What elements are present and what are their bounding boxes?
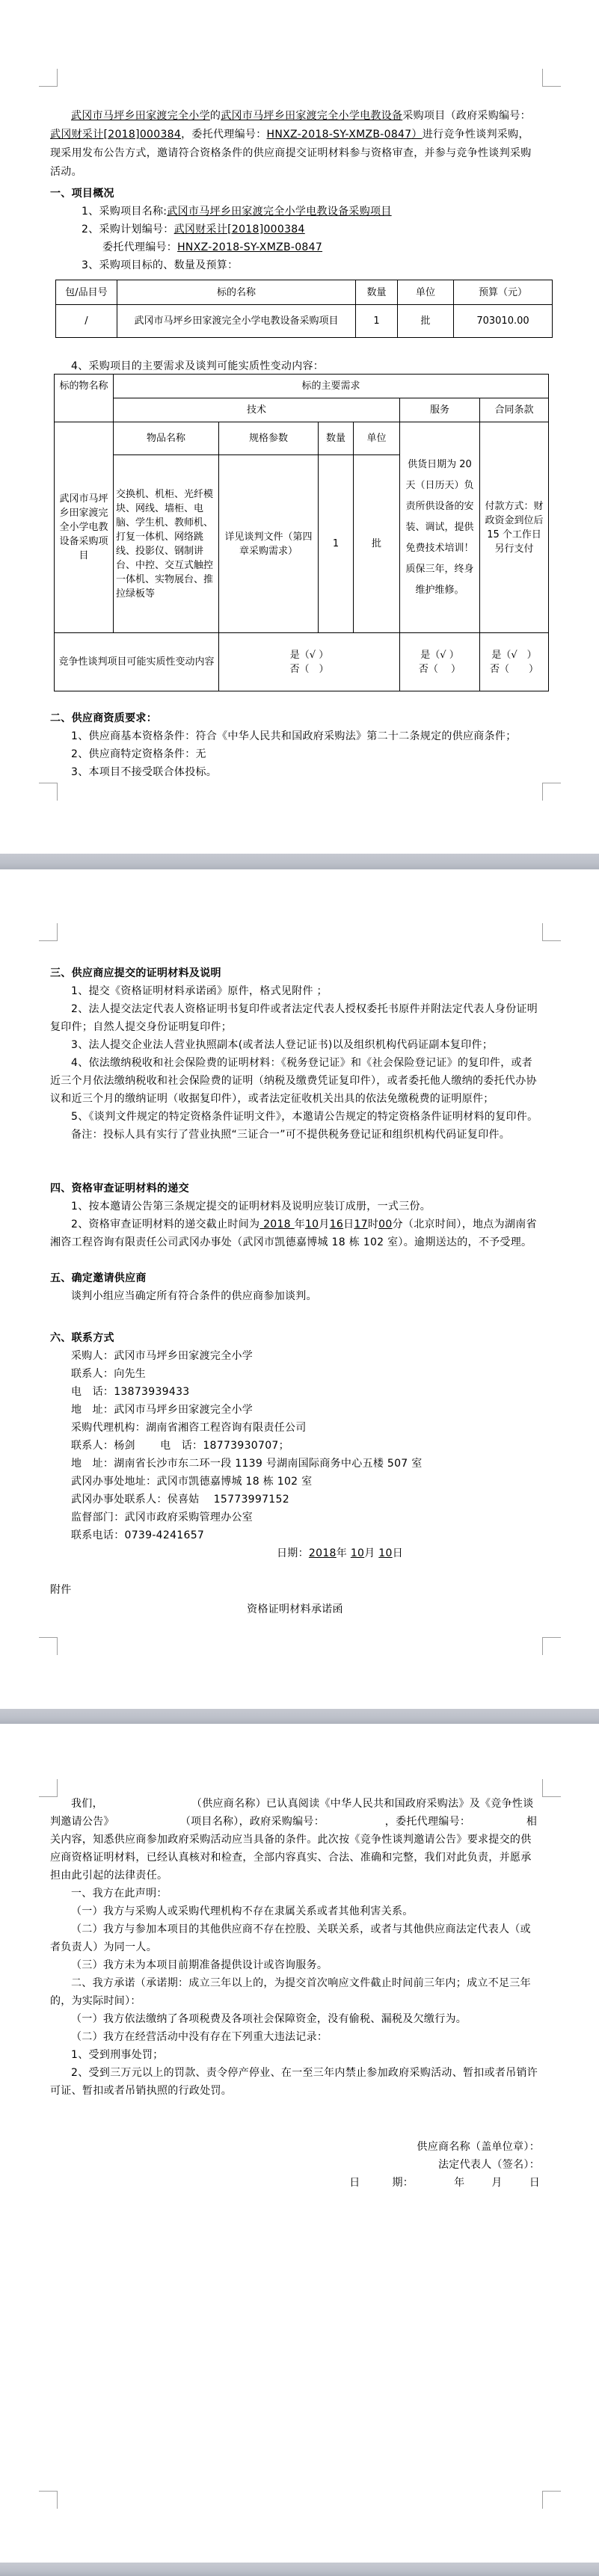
text: 的 — [209, 110, 221, 122]
yes-option: 是（√ ） — [289, 649, 329, 661]
table-header: 标的名称 — [117, 280, 356, 305]
table-header: 标的主要需求 — [114, 375, 549, 398]
deadline-year: 2018 — [259, 1218, 295, 1230]
text: 日 — [343, 1218, 354, 1230]
section-project-overview — [50, 185, 540, 274]
change-label-cell: 竞争性谈判项目可能实质性变动内容 — [55, 633, 219, 691]
section-title: 四、资格审查证明材料的递交 — [50, 1183, 189, 1195]
sign-date — [50, 2174, 540, 2192]
section-submission — [50, 1180, 540, 1251]
contact-line: 联系人：向先生 — [71, 1368, 147, 1380]
contact-line: 地 址：武冈市马坪乡田家渡完全小学 — [71, 1404, 254, 1416]
section-title: 三、供应商应提交的证明材料及说明 — [50, 967, 221, 979]
page-separator — [0, 854, 599, 869]
text: （项目名称），政府采购编号： — [179, 1816, 325, 1828]
budget-table — [55, 280, 553, 338]
supplier-name-blank[interactable] — [103, 1795, 191, 1813]
text: 2、资格审查证明材料的递交截止时间为 — [71, 1218, 260, 1230]
commitment-line: 1、受到刑事处罚； — [71, 2049, 164, 2061]
list-item: 1、按本邀请公告第三条规定提交的证明材料及说明应装订成册，一式三份。 — [71, 1201, 431, 1212]
table-header: 预算（元） — [454, 280, 553, 305]
section-invite — [50, 1269, 540, 1305]
text: 相关内容，知悉供应商参加政府采购活动应当具备的条件。此次按《竞争性谈判邀请公告》要求提交的供应商资格证明材料，已经认真核对和检查，全部内容真实、合法、准确和完整，我们对此负责，并愿承担由此引起的法律责任。 — [50, 1816, 538, 1882]
commitment-line: （一）我方依法缴纳了各项税费及各项社会保障资金，没有偷税、漏税及欠缴行为。 — [71, 2013, 467, 2025]
margin-corner-mark — [39, 1637, 58, 1655]
legal-rep-label: 法定代表人（签名）： — [438, 2159, 540, 2171]
list-item: 2、供应商特定资格条件：无 — [71, 748, 206, 760]
list-item: 3、法人提交企业法人营业执照副本(或者法人登记证书)以及组织机构代码证副本复印件； — [71, 1039, 494, 1051]
table-header: 服务 — [400, 398, 480, 422]
table-header: 合同条款 — [480, 398, 549, 422]
margin-corner-mark — [39, 69, 58, 87]
contact-line: 联系人：杨剑 电 话：18773930707； — [71, 1440, 289, 1452]
attachment — [50, 1581, 540, 1618]
commitment-intro — [50, 1795, 540, 1885]
spec-cell: 详见谈判文件（第四章采购需求） — [219, 455, 319, 633]
contact-line: 监督部门：武冈市政府采购管理办公室 — [71, 1512, 254, 1523]
table-cell: 1 — [356, 305, 398, 338]
item-text: 3、采购项目标的、数量及预算： — [82, 259, 239, 271]
table-header: 技术 — [114, 398, 400, 422]
table-cell: 批 — [398, 305, 454, 338]
table-header: 单位 — [354, 422, 400, 455]
unit-cell: 批 — [354, 455, 400, 633]
list-item: 4、依法缴纳税收和社会保险费的证明材料：《税务登记证》和《社会保险登记证》的复印件，或者近三个月依法缴纳税收和社会保险费的证明（纳税及缴费凭证复印件），或者委托他人缴纳的委托代办协议和近三个月的缴纳证明（收据复印件），或者法定征收机关出具的依法免缴税费的证明原件； — [50, 1057, 537, 1105]
table-row — [56, 305, 553, 338]
table-cell: / — [56, 305, 117, 338]
requirements-table — [54, 374, 549, 691]
list-item: 3、本项目不接受联合体投标。 — [71, 766, 218, 778]
intro-paragraph — [50, 107, 540, 182]
announcement-date — [50, 1544, 540, 1562]
commitment-line: 2、受到三万元以上的罚款、责令停产停业、在一至三年内禁止参加政府采购活动、暂扣或者吊销许可证、暂扣或者吊销执照的行政处罚。 — [50, 2067, 538, 2097]
table-header: 标的物名称 — [55, 375, 114, 422]
label: 日期： — [277, 1547, 309, 1559]
page-separator — [0, 2563, 599, 2576]
table-header: 物品名称 — [114, 422, 219, 455]
text: 年 — [294, 1218, 305, 1230]
note: 备注：投标人具有实行了营业执照“三证合一”可不提供税务登记证和组织机构代码证复印件。 — [71, 1129, 511, 1141]
item4 — [50, 357, 540, 375]
table-header: 规格参数 — [219, 422, 319, 455]
no-option: 否（ ） — [289, 663, 329, 675]
section-title: 六、联系方式 — [50, 1332, 114, 1344]
label: 2、采购计划编号： — [82, 224, 174, 235]
section-documents — [50, 964, 540, 1144]
margin-corner-mark — [542, 1779, 561, 1797]
commitment-line: 一、我方在此声明： — [71, 1888, 168, 1899]
page-separator — [0, 1709, 599, 1724]
commitment-line: 二、我方承诺（承诺期：成立三年以上的，为提交首次响应文件截止时间前三年内；成立不足三年的，为实际时间）： — [50, 1977, 531, 2007]
text: 我们， — [71, 1798, 103, 1810]
project-name: 武冈市马坪乡田家渡完全小学电教设备 — [221, 110, 403, 122]
project-name-blank[interactable] — [114, 1813, 180, 1831]
deadline-hour: 17 — [354, 1218, 368, 1230]
sign-year-blank[interactable] — [414, 2174, 454, 2192]
label: 日 期： — [349, 2177, 414, 2189]
table-header: 数量 — [356, 280, 398, 305]
yes-option: 是（√ ） — [491, 649, 537, 661]
procurement-code: 武冈财采计[2018]000384 — [50, 129, 182, 141]
table-header: 包/品目号 — [56, 280, 117, 305]
margin-corner-mark — [542, 923, 561, 941]
contact-line: 采购人：武冈市马坪乡田家渡完全小学 — [71, 1350, 254, 1362]
no-option: 否（ ） — [490, 663, 539, 675]
agent-code-blank[interactable] — [470, 1813, 523, 1831]
commitment-line: （二）我方在经营活动中没有存在下列重大违法记录： — [71, 2031, 328, 2043]
commitment-letter — [50, 1795, 540, 2100]
company-seal-label: 供应商名称（盖单位章）： — [417, 2141, 540, 2153]
purchaser-name: 武冈市马坪乡田家渡完全小学 — [71, 110, 210, 122]
contract-cell: 付款方式：财政资金到位后 15 个工作日另行支付 — [480, 422, 549, 633]
contact-line: 武冈办事处地址：武冈市凯德嘉博城 18 栋 102 室 — [71, 1476, 313, 1488]
section-supplier-qualification — [50, 709, 540, 781]
margin-corner-mark — [39, 2491, 58, 2509]
yes-option: 是（√ ） — [420, 649, 459, 661]
contact-line: 采购代理机构：湖南省湘咨工程咨询有限责任公司 — [71, 1422, 307, 1434]
label: 1、采购项目名称: — [82, 206, 168, 218]
list-item: 2、法人提交法定代表人资格证明书复印件或者法定代表人授权委托书原件并附法定代表人身份证明复印件；自然人提交身份证明复印件； — [50, 1003, 538, 1033]
text: 年 — [336, 1547, 351, 1559]
tech-change-cell — [219, 633, 400, 691]
margin-corner-mark — [542, 69, 561, 87]
procurement-code-blank[interactable] — [325, 1813, 381, 1831]
section-contacts — [50, 1329, 540, 1562]
deadline-minute: 00 — [378, 1218, 393, 1230]
section-title: 二、供应商资质要求： — [50, 712, 157, 724]
service-cell: 供货日期为 20 天（日历天）负责所供设备的安装、调试，提供免费技术培训！质保三年，终身维护维修。 — [400, 422, 480, 633]
table-cell: 703010.00 — [454, 305, 553, 338]
text: 进行竞争性谈判采购，现采用发布公告方式，邀请符合资格条件的供应商提交证明材料参与资格审查，并参与竞争性谈判采购活动。 — [50, 129, 532, 178]
list-item: 5、《谈判文件规定的特定资格条件证明文件》，本邀请公告规定的特定资格条件证明材料的复印件。 — [71, 1111, 538, 1123]
label: 委托代理编号： — [102, 241, 178, 253]
margin-corner-mark — [39, 783, 58, 801]
text: 分（北京时间），地点为湖南省湘咨工程咨询有限责任公司武冈办事处（武冈市凯德嘉博城 18 栋 102 室）。逾期送达的，不予受理。 — [50, 1218, 537, 1248]
list-item: 1、供应商基本资格条件：符合《中华人民共和国政府采购法》第二十二条规定的供应商条件； — [71, 730, 517, 742]
text: ，委托代理编号： — [181, 129, 267, 141]
no-option: 否（ ） — [418, 663, 461, 675]
text: 采购项目（政府采购编号： — [402, 110, 531, 122]
sign-day-blank[interactable] — [503, 2174, 529, 2192]
section-title: 一、项目概况 — [50, 188, 114, 200]
text: 日 — [529, 2177, 540, 2189]
goods-cell: 交换机、机柜、光纤模块、网线、墙柜、电脑、学生机、教师机、打复一体机、网络跳线、投影仪、钢制讲台、中控、交互式触控一体机、实物展台、推拉绿板等 — [114, 455, 219, 633]
item-text: 4、采购项目的主要需求及谈判可能实质性变动内容： — [71, 360, 325, 372]
commitment-line: （一）我方与采购人或采购代理机构不存在隶属关系或者其他利害关系。 — [71, 1905, 414, 1917]
contact-line: 地 址：湖南省长沙市东二环一段 1139 号湖南国际商务中心五楼 507 室 — [71, 1458, 423, 1470]
project-name-value: 武冈市马坪乡田家渡完全小学电教设备采购项目 — [167, 206, 392, 218]
margin-corner-mark — [39, 923, 58, 941]
table-header: 数量 — [319, 422, 354, 455]
text: 时 — [367, 1218, 379, 1230]
text: 月 — [491, 2177, 503, 2189]
date-year: 2018 — [308, 1547, 337, 1559]
text: ，委托代理编号： — [381, 1816, 471, 1828]
agent-code: HNXZ-2018-SY-XMZB-0847） — [266, 129, 423, 141]
contact-line: 联系电话：0739-4241657 — [71, 1529, 205, 1541]
margin-corner-mark — [542, 1637, 561, 1655]
signature-block — [50, 2138, 540, 2192]
subject-name-cell: 武冈市马坪乡田家渡完全小学电教设备采购项目 — [55, 422, 114, 633]
plan-code-value: 武冈财采计[2018]000384 — [173, 224, 305, 235]
sign-month-blank[interactable] — [464, 2174, 491, 2192]
paragraph: 谈判小组应当确定所有符合条件的供应商参加谈判。 — [71, 1290, 317, 1302]
commitment-line: （二）我方与参加本项目的其他供应商不存在控股、关联关系，或者与其他供应商法定代表人（或者负责人）为同一人。 — [50, 1923, 531, 1953]
list-item — [50, 1215, 540, 1251]
margin-corner-mark — [542, 783, 561, 801]
table-cell: 武冈市马坪乡田家渡完全小学电教设备采购项目 — [117, 305, 356, 338]
table-header: 单位 — [398, 280, 454, 305]
commitment-line: （三）我方未为本项目前期准备提供设计或咨询服务。 — [71, 1959, 328, 1971]
deadline-day: 16 — [329, 1218, 344, 1230]
text: 月 — [364, 1547, 379, 1559]
text: 日 — [392, 1547, 404, 1559]
date-month: 10 — [350, 1547, 365, 1559]
agent-code-value: HNXZ-2018-SY-XMZB-0847 — [177, 241, 323, 253]
contact-line: 武冈办事处联系人：侯喜姑 15773997152 — [71, 1494, 289, 1506]
contact-line: 电 话：13873939433 — [71, 1386, 190, 1398]
attachment-title: 资格证明材料承诺函 — [247, 1603, 343, 1615]
service-change-cell — [400, 633, 480, 691]
date-day: 10 — [378, 1547, 393, 1559]
contract-change-cell — [480, 633, 549, 691]
text: 月 — [319, 1218, 330, 1230]
section-title: 五、确定邀请供应商 — [50, 1272, 147, 1284]
qty-cell: 1 — [319, 455, 354, 633]
deadline-month: 10 — [304, 1218, 319, 1230]
text: 年 — [454, 2177, 465, 2189]
margin-corner-mark — [542, 2491, 561, 2509]
text: （供应商名称）已认真阅读《中华人民共和国政府采购法》及《竞争性谈判邀请公告》 — [50, 1798, 534, 1828]
list-item: 1、提交《资格证明材料承诺函》原件，格式见附件 ； — [71, 985, 328, 997]
attachment-label: 附件 — [50, 1584, 72, 1596]
